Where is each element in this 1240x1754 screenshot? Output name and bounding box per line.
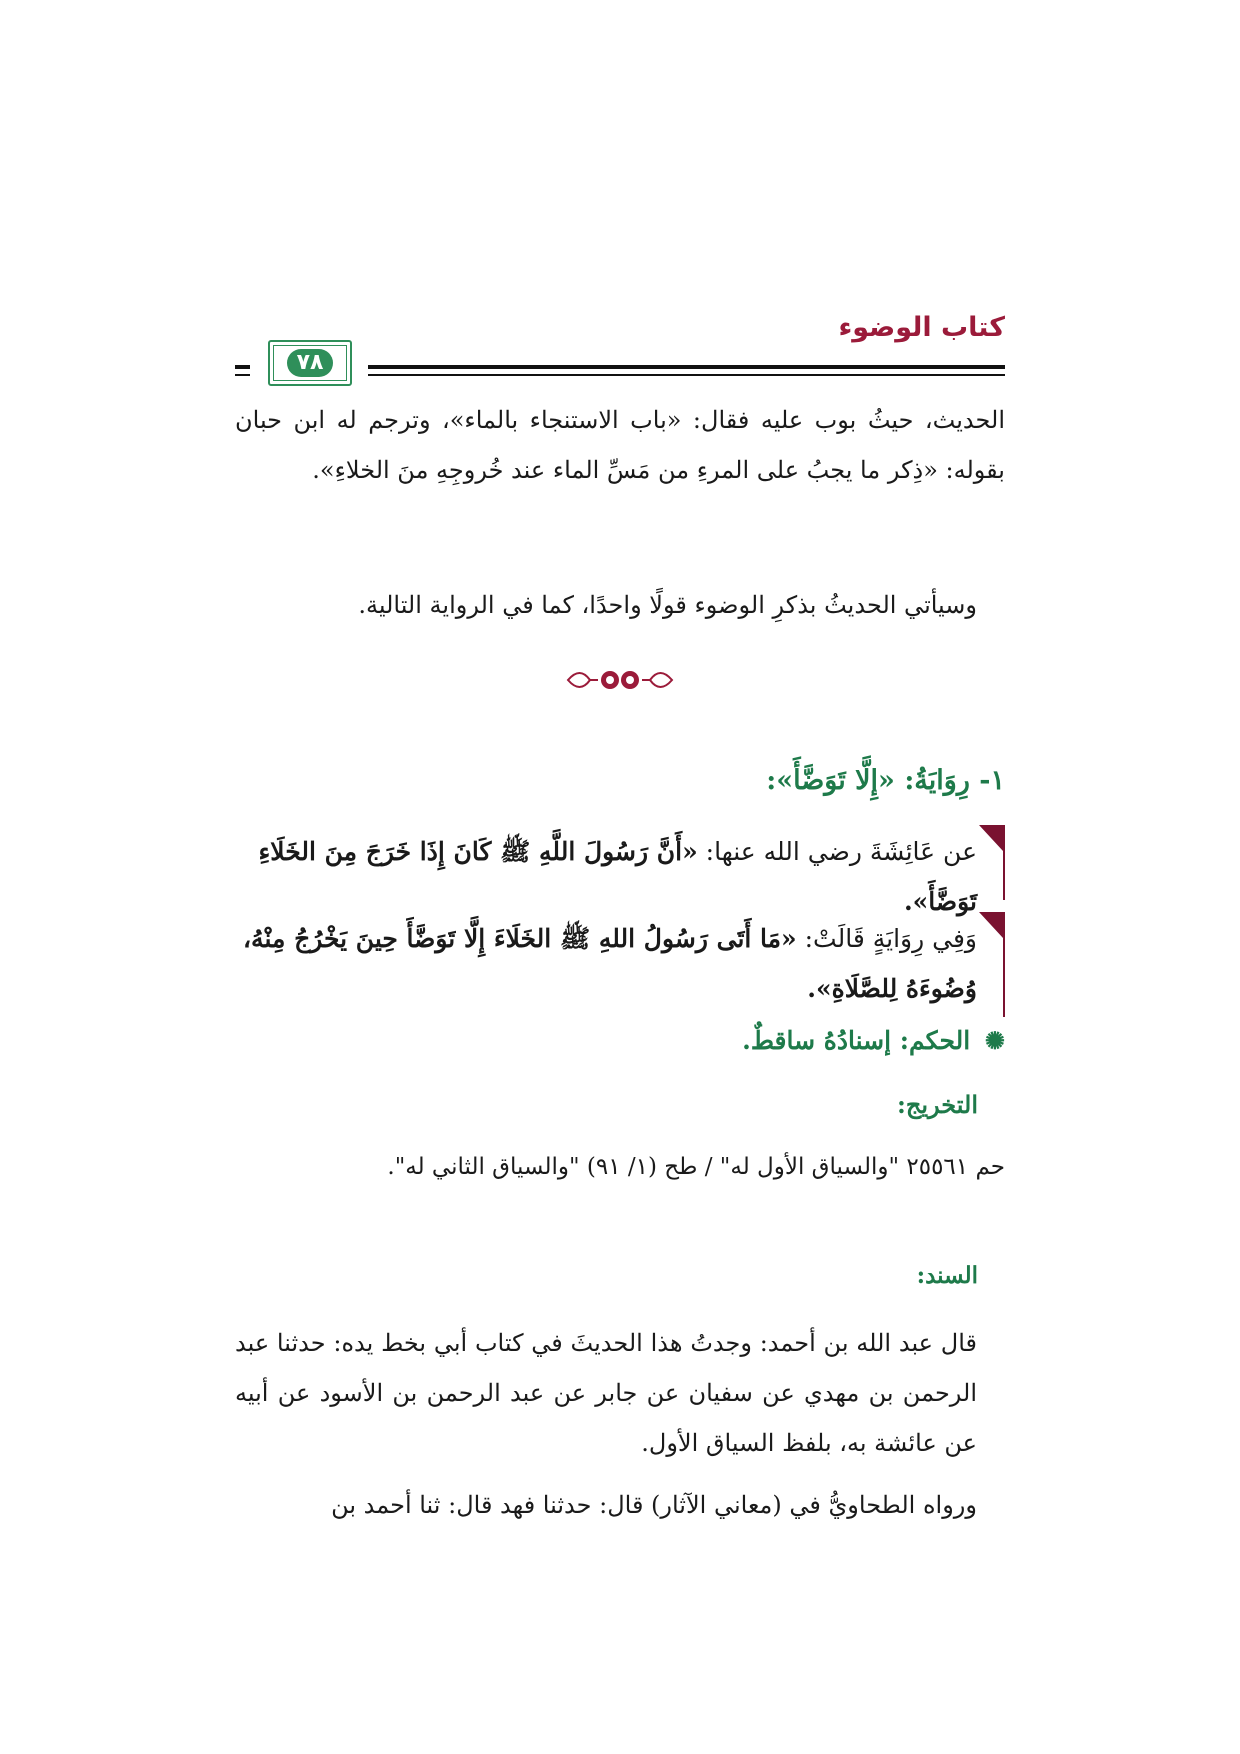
ornamental-frame-icon	[268, 340, 352, 386]
sanad-label: السند:	[916, 1262, 978, 1289]
page-number: ٧٨	[287, 349, 334, 377]
verdict-line	[742, 1026, 1005, 1055]
quote-1-body: «أَنَّ رَسُولَ اللَّهِ ﷺ كَانَ إِذَا خَرَجَ مِنَ الخَلَاءِ تَوَضَّأَ».	[258, 837, 977, 916]
hadith-quote-2	[235, 912, 1005, 1017]
rosette-icon: ✺	[984, 1026, 1005, 1055]
book-title: كتاب الوضوء	[838, 312, 1005, 343]
hadith-quote-1	[235, 825, 1005, 916]
verdict-label: الحكم:	[899, 1026, 971, 1055]
quote-2-body: «مَا أَتَى رَسُولُ اللهِ ﷺ الخَلَاءَ إِلَّا تَوَضَّأَ حِينَ يَخْرُجُ مِنْهُ، وُضُوءَهُ لِلصَّلَاةِ».	[242, 924, 977, 1003]
quote-1-prefix: عن عَائِشَةَ رضي الله عنها:	[697, 837, 977, 866]
quote-2-prefix: وَفِي رِوَايَةٍ قَالَتْ:	[796, 924, 977, 953]
sanad-paragraph: قال عبد الله بن أحمد: وجدتُ هذا الحديثَ في كتاب أبي بخط يده: حدثنا عبد الرحمن بن مهدي عن سفيان عن جابر عن عبد الرحمن بن الأسود عن أبيه عن عائشة به، بلفظ السياق الأول.	[235, 1329, 977, 1457]
takhrij-label: التخريج:	[897, 1090, 978, 1119]
quote-marker-icon	[979, 825, 1005, 900]
quote-marker-icon	[979, 912, 1005, 1017]
floral-divider-icon	[0, 660, 1240, 704]
section-heading: ١- رِوَايَةُ: «إِلَّا تَوَضَّأَ»:	[766, 765, 1005, 796]
continuation-paragraph: وسيأتي الحديثُ بذكرِ الوضوء قولًا واحدًا، كما في الرواية التالية.	[358, 591, 977, 619]
verdict-value: إسنادُهُ ساقطٌ.	[742, 1026, 892, 1055]
takhrij-text: حم ٢٥٥٦١ "والسياق الأول له" / طح (١/ ٩١) "والسياق الثاني له".	[387, 1154, 1005, 1180]
intro-paragraph: الحديث، حيثُ بوب عليه فقال: «باب الاستنجاء بالماء»، وترجم له ابن حبان بقوله: «ذِكر ما يجبُ على المرءِ من مَسِّ الماء عند خُروجِهِ منَ الخلاءِ».	[235, 406, 1005, 484]
closing-paragraph: ورواه الطحاويُّ في (معاني الآثار) قال: حدثنا فهد قال: ثنا أحمد بن	[331, 1491, 977, 1519]
